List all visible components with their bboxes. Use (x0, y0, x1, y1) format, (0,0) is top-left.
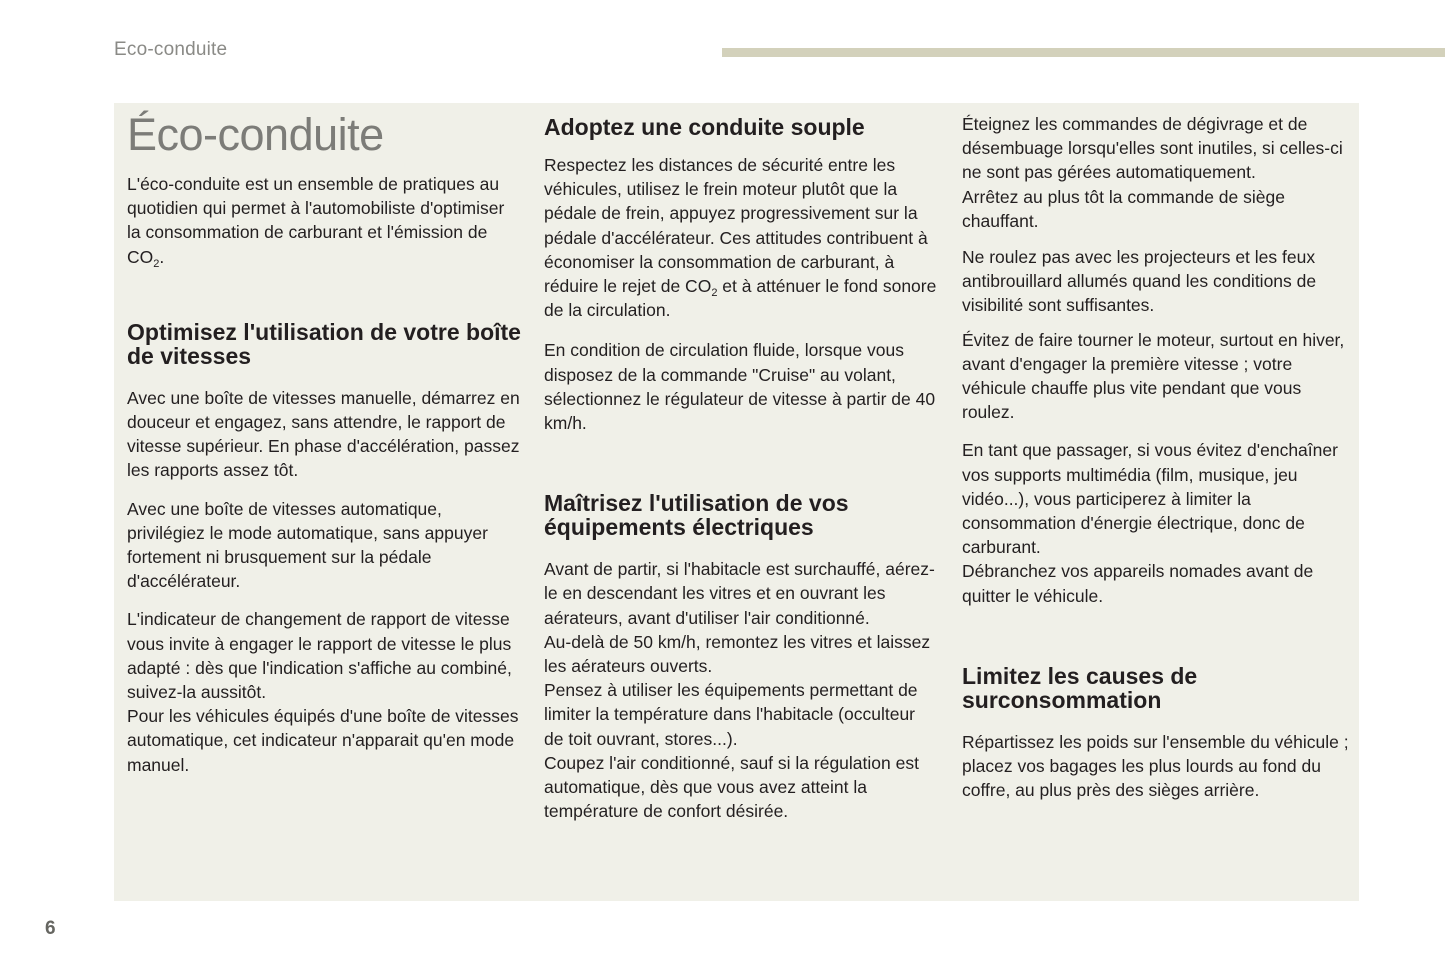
gear-indicator-paragraph: L'indicateur de changement de rapport de vitesse vous invite à engager le rapport de vitesse le plus adapté : dès que l'indication s'affiche au combiné, suivez-la aussitôt. (127, 609, 512, 703)
heated-seat-paragraph: Arrêtez au plus tôt la commande de siège chauffant. (962, 186, 1285, 231)
electrical-line-1: Avant de partir, si l'habitacle est surchauffé, aérez-le en descendant les vitres et en ouvrant les aérateurs, avant d'utiliser l'air conditionné. (544, 559, 935, 628)
defrost-paragraph: Éteignez les commandes de dégivrage et de désembuage lorsqu'elles sont inutiles, si celles-ci ne sont pas gérées automatiquement. (962, 114, 1343, 183)
intro-paragraph (127, 172, 522, 269)
cruise-paragraph: En condition de circulation fluide, lorsque vous disposez de la commande "Cruise" au volant, sélectionnez le régulateur de vitesse à partir de 40 km/h. (544, 340, 936, 434)
gearbox-heading: Optimisez l'utilisation de votre boîte de vitesses (127, 318, 521, 369)
smooth-driving-paragraph (544, 153, 939, 322)
electrical-line-4: Coupez l'air conditionné, sauf si la régulation est automatique, dès que vous avez atteint la température de confort désirée. (544, 752, 919, 822)
electrical-heading: Maîtrisez l'utilisation de vos équipements électriques (544, 490, 849, 541)
electrical-line-2: Au-delà de 50 km/h, remontez les vitres et laissez les aérateurs ouverts. (544, 631, 931, 677)
gearbox-manual-paragraph: Avec une boîte de vitesses manuelle, démarrez en douceur et engagez, sans attendre, le rapport de vitesse supérieur. En phase d'accélération, passez les rapports assez tôt. (127, 387, 520, 481)
page-title: Éco-conduite (127, 109, 384, 160)
multimedia-paragraph: En tant que passager, si vous évitez d'enchaîner vos supports multimédia (film, musique, jeu vidéo...), vous participerez à limiter la consommation d'énergie électrique, donc de carburant. (962, 440, 1338, 558)
section-header-label: Eco-conduite (114, 39, 228, 60)
nomad-devices-paragraph: Débranchez vos appareils nomades avant de quitter le véhicule. (962, 561, 1314, 606)
page-number: 6 (45, 918, 56, 939)
smooth-driving-text-end: et à atténuer le fond sonore de la circulation. (544, 276, 937, 321)
intro-text-end: . (159, 246, 165, 267)
smooth-driving-heading: Adoptez une conduite souple (544, 114, 865, 140)
smooth-driving-text: Respectez les distances de sécurité entre les véhicules, utilisez le frein moteur plutôt que la pédale de frein, appuyez progressivement sur la pédale d'accélérateur. Ces attitudes contribuent à économiser la consommation de carburant, à réduire le rejet de CO (544, 155, 928, 297)
column-2 (544, 103, 939, 823)
overconsumption-paragraph: Répartissez les poids sur l'ensemble du véhicule ; placez vos bagages les plus lourds au fond du coffre, au plus près des sièges arrière. (962, 731, 1349, 801)
engine-idle-paragraph: Évitez de faire tourner le moteur, surtout en hiver, avant d'engager la première vitesse ; votre véhicule chauffe plus vite pendant que vous roulez. (962, 329, 1345, 423)
co2-subscript-2: 2 (711, 287, 718, 300)
gear-indicator-note: Pour les véhicules équipés d'une boîte de vitesses automatique, cet indicateur n'apparait qu'en mode manuel. (127, 706, 519, 775)
headlights-paragraph: Ne roulez pas avec les projecteurs et les feux antibrouillard allumés quand les conditions de visibilité sont suffisantes. (962, 247, 1317, 316)
co2-subscript: 2 (153, 257, 160, 270)
overconsumption-heading: Limitez les causes de surconsommation (962, 662, 1198, 713)
electrical-line-3: Pensez à utiliser les équipements permettant de limiter la température dans l'habitacle (occulteur de toit ouvrant, stores...). (544, 680, 918, 749)
intro-text: L'éco-conduite est un ensemble de pratiques au quotidien qui permet à l'automobiliste d'optimiser la consommation de carburant et l'émission de CO (127, 174, 505, 267)
content-panel (114, 103, 1359, 901)
header-decor-bar (722, 48, 1445, 57)
gearbox-automatic-paragraph: Avec une boîte de vitesses automatique, privilégiez le mode automatique, sans appuyer fortement ni brusquement sur la pédale d'accélérateur. (127, 498, 488, 592)
column-1 (127, 103, 522, 777)
column-3 (962, 103, 1357, 802)
